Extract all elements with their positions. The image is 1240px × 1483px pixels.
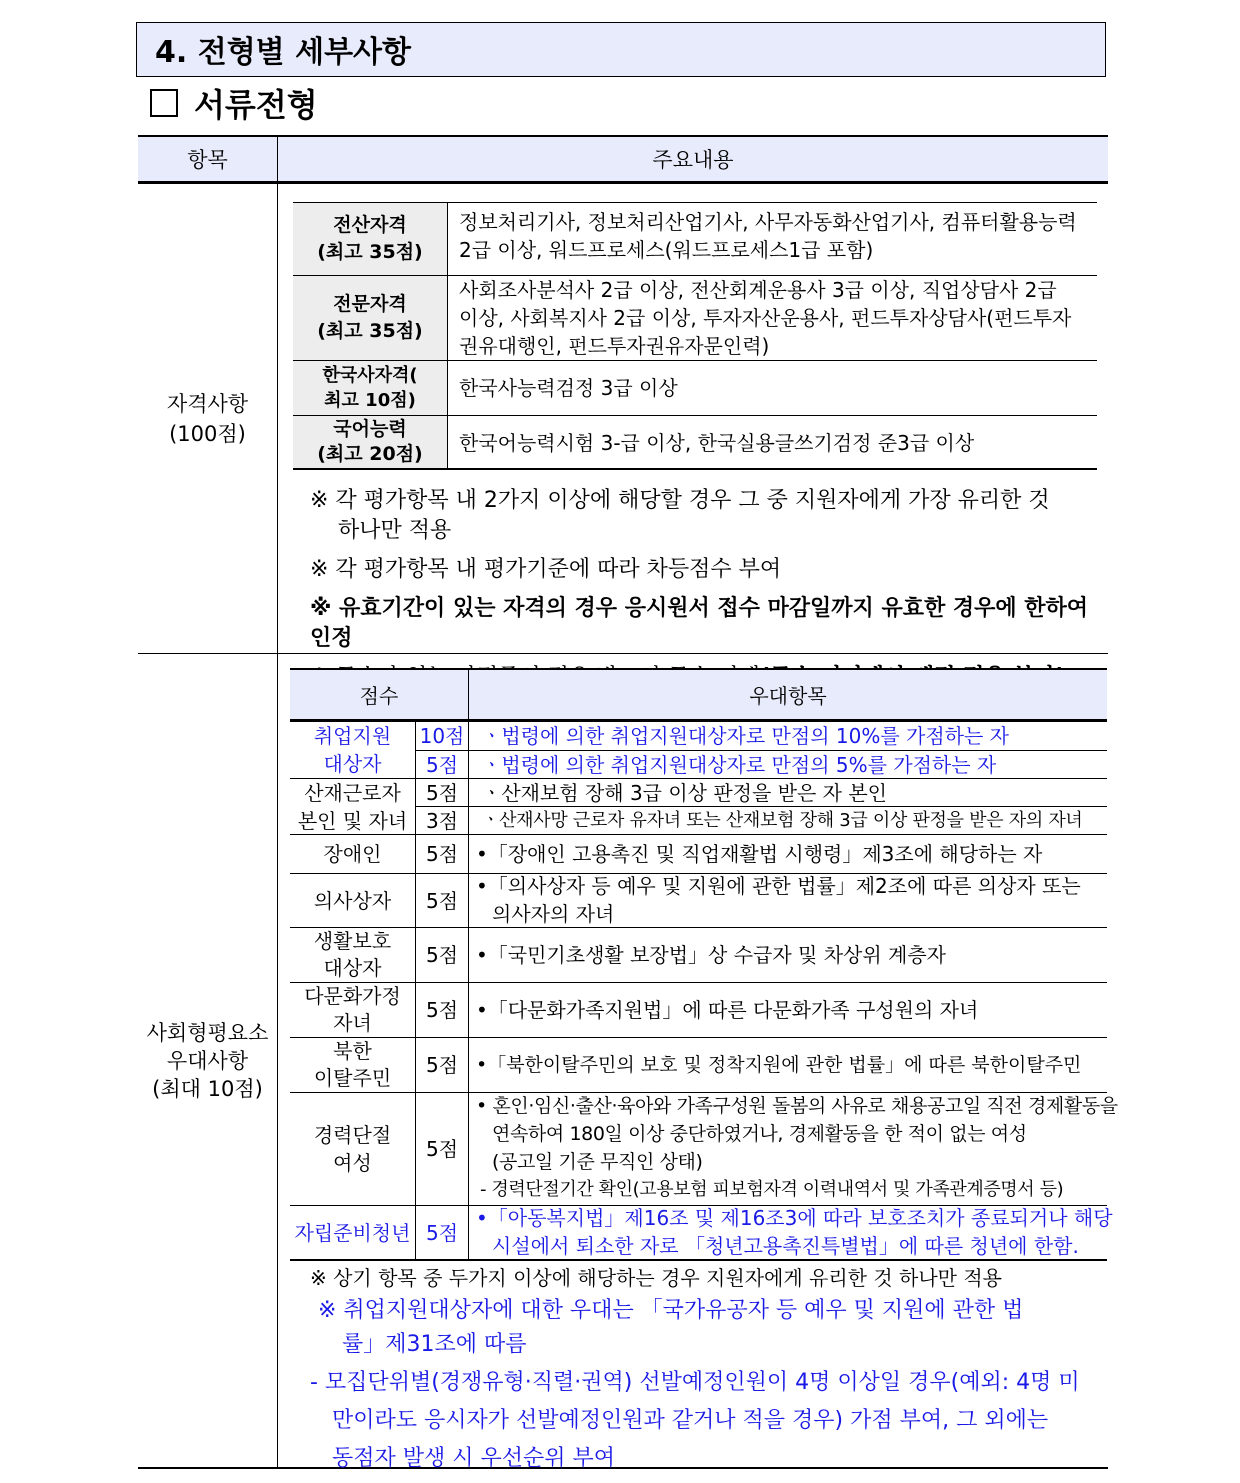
multicultural-score: 5점 bbox=[425, 998, 459, 1022]
note-line: ※ 취업지원대상자에 대한 우대는 「국가유공자 등 예우 및 지원에 관한 법 bbox=[318, 1298, 1024, 1323]
industrial-text-5: ㆍ산재보험 장해 3급 이상 판정을 받은 자 본인 bbox=[482, 781, 887, 805]
employment-score-10: 10점 bbox=[419, 724, 465, 748]
qual-row-it-content: 정보처리기사, 정보처리산업기사, 사무자동화산업기사, 컴퓨터활용능력 2급 이상, 워드프로세스(워드프로세스1급 포함) bbox=[459, 210, 1077, 262]
qual-row-history-name: 한국사자격( 최고 10점) bbox=[293, 361, 447, 415]
defector-name: 북한 이탈주민 bbox=[313, 1039, 392, 1090]
qualification-notes bbox=[310, 486, 1100, 693]
career-break-text: • 혼인·임신·출산·육아와 가족구성원 돌봄의 사유로 채용공고일 직전 경제활동을 연속하여 180일 이상 중단하였거나, 경제활동을 한 적이 없는 여성 (공고일 기준 무직인 상태) - 경력단절기간 확인(고용보험 피보험자격 이력내역서 및 가족관계증명서 등) bbox=[476, 1095, 1118, 1200]
note-line: 률」제31조에 따름 bbox=[342, 1332, 527, 1357]
header-content: 주요내용 bbox=[652, 148, 734, 172]
career-break-score: 5점 bbox=[425, 1137, 459, 1161]
defector-score: 5점 bbox=[425, 1053, 459, 1077]
righteous-score: 5점 bbox=[425, 888, 459, 913]
industrial-score-3: 3점 bbox=[425, 808, 459, 833]
note-line: ※ 각 평가항목 내 2가지 이상에 해당할 경우 그 중 지원자에게 가장 유리한 것 bbox=[310, 488, 1050, 513]
youth-independence-name: 자립준비청년 bbox=[294, 1220, 411, 1245]
livelihood-name: 생활보호 대상자 bbox=[313, 929, 392, 980]
social-header-item: 우대항목 bbox=[749, 684, 827, 708]
qual-row-korean-name: 국어능력 (최고 20점) bbox=[293, 416, 447, 468]
employment-text-10: ㆍ법령에 의한 취업지원대상자로 만점의 10%를 가점하는 자 bbox=[482, 724, 1009, 748]
header-item: 항목 bbox=[187, 148, 228, 172]
disabled-score: 5점 bbox=[425, 842, 459, 866]
defector-text: •「북한이탈주민의 보호 및 정착지원에 관한 법률」에 따른 북한이탈주민 bbox=[476, 1054, 1082, 1076]
employment-support-name: 취업지원 대상자 bbox=[313, 724, 392, 776]
industrial-score-5: 5점 bbox=[425, 780, 459, 805]
note-line: 동점자 발생 시 우선순위 부여 bbox=[332, 1446, 615, 1471]
note-line: - 모집단위별(경쟁유형·직렬·권역) 선발예정인원이 4명 이상일 경우(예외: 4명 미 bbox=[310, 1370, 1080, 1395]
social-notes bbox=[310, 1264, 1100, 1478]
livelihood-text: •「국민기초생활 보장법」상 수급자 및 차상위 계층자 bbox=[476, 943, 946, 967]
multicultural-text: •「다문화가족지원법」에 따른 다문화가족 구성원의 자녀 bbox=[476, 998, 979, 1022]
youth-independence-score: 5점 bbox=[425, 1220, 459, 1245]
note-line: ※ 유효기간이 있는 자격의 경우 응시원서 접수 마감일까지 유효한 경우에 한하여 인정 bbox=[310, 596, 1089, 651]
qual-row-it-name: 전산자격 (최고 35점) bbox=[293, 203, 447, 275]
note-line: ※ 각 평가항목 내 평가기준에 따라 차등점수 부여 bbox=[310, 557, 782, 582]
section-title: 4. 전형별 세부사항 bbox=[136, 22, 1106, 77]
industrial-text-3: ㆍ산재사망 근로자 유자녀 또는 산재보험 장해 3급 이상 판정을 받은 자의 자녀 bbox=[482, 810, 1083, 831]
qual-row-pro-content: 사회조사분석사 2급 이상, 전산회계운용사 3급 이상, 직업상담사 2급 이상, 사회복지사 2급 이상, 투자자산운용사, 펀드투자상담사(펀드투자 권유대행인, 펀드투자권유자문인력) bbox=[459, 278, 1072, 358]
qual-row-pro-name: 전문자격 (최고 35점) bbox=[293, 276, 447, 360]
righteous-name: 의사상자 bbox=[313, 888, 392, 913]
livelihood-score: 5점 bbox=[425, 943, 459, 967]
qual-row-korean-content: 한국어능력시험 3-급 이상, 한국실용글쓰기검정 준3급 이상 bbox=[459, 431, 975, 455]
qualification-label: 자격사항 (100점) bbox=[166, 391, 249, 446]
youth-independence-text: •「아동복지법」제16조 및 제16조3에 따라 보호조치가 종료되거나 해당 시설에서 퇴소한 자로 「청년고용촉진특별법」에 따른 청년에 한함. bbox=[476, 1206, 1113, 1258]
qualification-table bbox=[293, 202, 1097, 470]
disabled-text: •「장애인 고용촉진 및 직업재활법 시행령」제3조에 해당하는 자 bbox=[476, 842, 1043, 866]
righteous-text: •「의사상자 등 예우 및 지원에 관한 법률」제2조에 따른 의상자 또는 의사자의 자녀 bbox=[476, 874, 1081, 926]
employment-text-5: ㆍ법령에 의한 취업지원대상자로 만점의 5%를 가점하는 자 bbox=[482, 753, 997, 777]
employment-score-5: 5점 bbox=[425, 752, 459, 777]
disabled-name: 장애인 bbox=[323, 842, 382, 866]
note-line: 만이라도 응시자가 선발예정인원과 같거나 적을 경우) 가점 부여, 그 외에는 bbox=[332, 1408, 1049, 1433]
social-equity-label: 사회형평요소 우대사항 (최대 10점) bbox=[146, 1020, 269, 1101]
industrial-worker-name: 산재근로자 본인 및 자녀 bbox=[297, 780, 408, 833]
multicultural-name: 다문화가정 자녀 bbox=[304, 984, 401, 1035]
note-line: 하나만 적용 bbox=[338, 518, 452, 543]
note-line: ※ 상기 항목 중 두가지 이상에 해당하는 경우 지원자에게 유리한 것 하나만 적용 bbox=[310, 1266, 1002, 1290]
subsection-heading bbox=[150, 80, 318, 126]
qual-row-history-content: 한국사능력검정 3급 이상 bbox=[459, 376, 678, 400]
career-break-name: 경력단절 여성 bbox=[313, 1123, 392, 1175]
checkbox-icon bbox=[150, 89, 178, 117]
social-table bbox=[290, 668, 1118, 1261]
subsection-title: 서류전형 bbox=[194, 86, 318, 124]
social-header-score: 점수 bbox=[359, 684, 399, 708]
